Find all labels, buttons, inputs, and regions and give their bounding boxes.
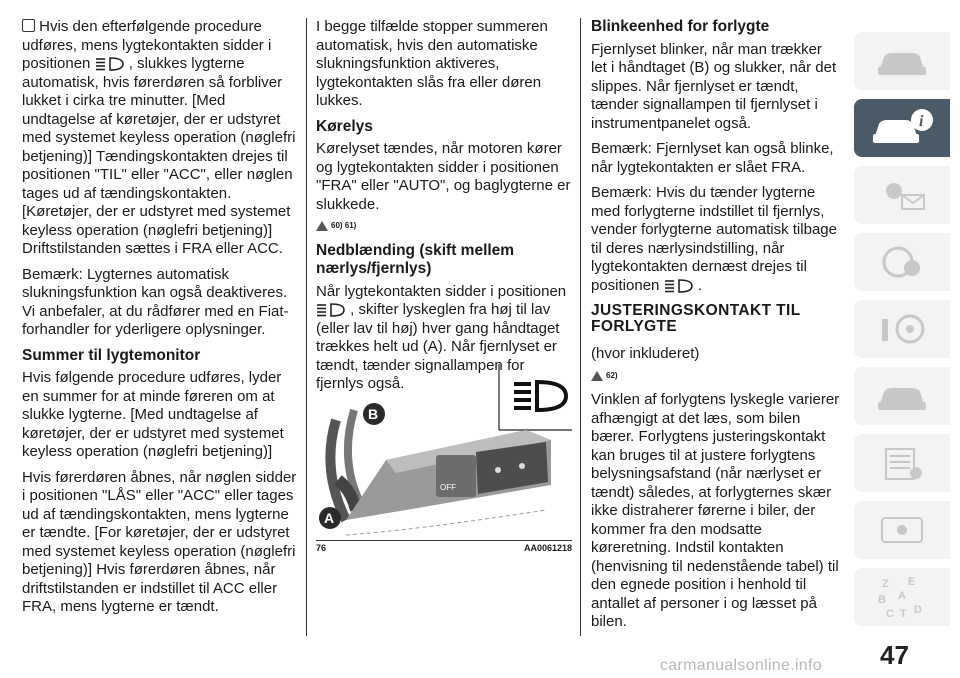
page-number: 47 [880,640,909,670]
column-divider [580,18,581,636]
steering-wheel-icon [872,309,932,349]
low-beam-icon [95,56,125,72]
airbag-icon [872,242,932,282]
index-letter: T [900,608,907,620]
tab-index[interactable] [854,568,950,626]
warning-numbers: 60) 61) [331,221,357,230]
tab-warning-lights[interactable] [854,166,950,224]
paragraph-auto-off [22,18,302,259]
figure-code: AA0061218 [523,543,572,553]
tab-car-info[interactable] [854,99,950,157]
paragraph-summer-stop: I begge tilfælde stopper summeren automatisk, hvis den automatiske slukningsfunktion aktiveres, lygtekontakten slås fra eller døren lukkes. [316,18,548,109]
index-icon [872,573,932,621]
tab-service[interactable] [854,367,950,425]
warning-ref [591,367,841,386]
text: Hvis den efterfølgende procedure udføres, mens lygtekontakten sidder i positionen [22,18,272,72]
specs-list-icon [872,443,932,483]
column-1 [22,18,302,624]
text: . [697,276,702,294]
warning-icon [316,221,328,231]
warning-lights-icon [872,175,932,215]
paragraph-summer: Hvis følgende procedure udføres, lyder en summer for at minde føreren om at slukke lygterne. [Med undtagelse af køretøjer, der er udstyret med systemet keyless operation (nøglefri betjening)] [22,369,284,460]
multimedia-icon [872,510,932,550]
low-beam-icon [316,302,346,318]
text: , slukkes lygterne automatisk, hvis førerdøren så forbliver lukket i cirka tre minutter. [Med undtagelse af køretøjer, der er udstyret med systemet keyless operation (nøglefri betjening)] Tændingskontakten drejes til positionen "TIL" eller "ACC", eller nøglen tages ud af tændingskontakten. [Køretøjer, der er udstyret med systemet keyless operation (nøglefri betjening)] Driftstilstanden sættes i FRA eller ACC. [22,55,296,257]
paragraph-justering: Vinklen af forlygtens lyskegle varierer afhængigt at det læs, som bilen bærer. Forlygtens justeringskontakt kan bruges til at justere forlygtens belysningsafstand (når nærlyset er tændt) således, at forlygternes skær ikke distraherer førerne i biler, der kommer fra den modsatte køreretning. Indstil kontakten (henvisning til nedenstående tabel) til den egnede position i henhold til antallet af personer i og læsset på bilen. [591,391,840,630]
text: Bemærk: Hvis du tænder lygterne med forlygterne indstillet til fjernlys, vender forlygterne automatisk tilbage til deres nærlysindstilling, når lygtekontakten dernæst drejes til positionen [591,184,837,294]
figure-number: 76 [316,543,327,553]
switch-off-label: OFF [440,483,456,492]
warning-numbers: 62) [606,370,618,380]
heading-nedblaending: Nedblænding (skift mellem nærlys/fjernlys) [316,241,515,277]
tab-dashboard[interactable] [854,32,950,90]
paragraph-note: Bemærk: Lygternes automatisk slukningsfunktion kan også deaktiveres. Vi anbefaler, at du rådfører med en Fiat-forhandler for yderligere oplysninger. [22,265,289,338]
tab-steering[interactable] [854,300,950,358]
watermark: carmanualsonline.info [660,657,822,674]
inset-box [499,364,572,430]
car-info-icon [867,106,937,150]
book-icon [22,19,35,32]
warning-ref [316,217,572,236]
heading-summer: Summer til lygtemonitor [22,346,201,364]
tab-airbag[interactable] [854,233,950,291]
figure-light-switch [316,360,572,540]
warning-icon [591,371,603,381]
paragraph-blink-note: Bemærk: Fjernlyset kan også blinke, når lygtekontakten er slået FRA. [591,140,834,176]
car-service-icon [872,376,932,416]
heading-blink: Blinkeenhed for forlygte [591,18,770,35]
index-letter: C [886,608,894,620]
index-letter: Z [882,578,889,590]
text: , skifter lyskeglen fra høj til lav (eller lav til høj) hver gang håndtaget trækkes helt ud (A). Når fjernlyset er tændt, tænder signallampen for fjernlys også. [316,301,560,392]
column-divider [306,18,307,636]
paragraph-blink: Fjernlyset blinker, når man trækker let i håndtaget (B) og slukker, når det slippes. Når fjernlyset er tændt, tænder signallampen til fjernlyset i instrumentpanelet også. [591,40,837,132]
paragraph-where-included: (hvor inkluderet) [591,345,700,362]
column-2 [316,18,572,401]
column-3 [591,18,841,639]
tab-specs[interactable] [854,434,950,492]
chapter-tabs [854,32,950,635]
label-b: B [368,406,379,422]
car-dashboard-icon [872,41,932,81]
label-a: A [324,510,335,526]
tab-multimedia[interactable] [854,501,950,559]
paragraph-summer-2: Hvis førerdøren åbnes, når nøglen sidder i positionen "LÅS" eller "ACC" eller tages ud af tændingskontakten, mens lygterne er tændte. [For køretøjer, der er udstyret med systemet keyless operation (nøglefri betjening)] Hvis førerdøren åbnes, når driftstilstanden er indstillet til ACC eller FRA, mens lygterne er tændt. [22,468,297,615]
low-beam-icon [664,278,694,294]
index-letter: A [898,590,906,602]
index-letter: E [908,576,916,588]
svg-text:i: i [919,113,924,130]
text: Når lygtekontakten sidder i positionen [316,282,567,300]
heading-korelys: Kørelys [316,117,373,135]
paragraph-korelys: Kørelyset tændes, når motoren kører og lygtekontakten sidder i positionen "FRA" eller "AUTO", og baglygterne er slukkede. [316,140,571,213]
heading-justering: JUSTERINGSKONTAKT TIL FORLYGTE [591,302,801,335]
index-letter: D [914,604,922,616]
index-letter: B [878,594,886,606]
paragraph-highbeam-note [591,184,841,295]
figure-caption [316,540,572,557]
